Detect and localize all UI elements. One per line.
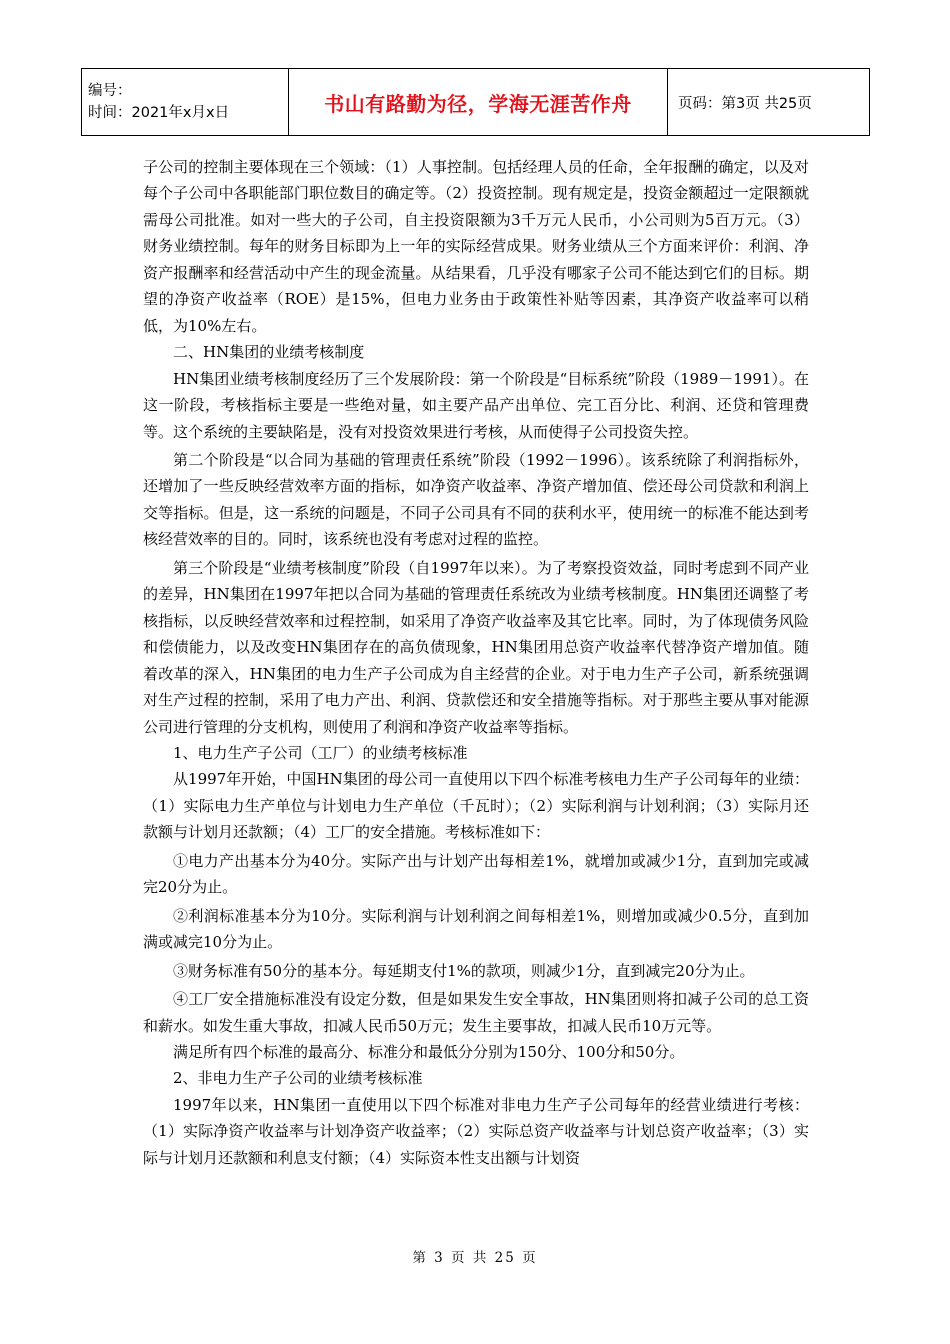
list-item: ②利润标准基本分为10分。实际利润与计划利润之间每相差1%，则增加或减少0.5分，直到加满或减完10分为止。	[143, 906, 809, 952]
document-body	[143, 154, 809, 1171]
page-header	[81, 68, 870, 136]
header-page-info: 页码：第3页 共25页	[668, 69, 870, 136]
doc-number-label: 编号：	[88, 83, 132, 99]
paragraph: 满足所有四个标准的最高分、标准分和最低分分别为150分、100分和50分。	[173, 1042, 685, 1061]
header-motto: 书山有路勤为径，学海无涯苦作舟	[289, 69, 668, 136]
subsection-heading: 1、电力生产子公司（工厂）的业绩考核标准	[173, 743, 468, 762]
section-heading: 二、HN集团的业绩考核制度	[173, 343, 365, 362]
page-footer: 第 3 页 共 25 页	[412, 1250, 538, 1266]
paragraph: 从1997年开始，中国HN集团的母公司一直使用以下四个标准考核电力生产子公司每年的业绩：（1）实际电力生产单位与计划电力生产单位（千瓦时）；（2）实际利润与计划利润；（3）实际月还款额与计划月还款额；（4）工厂的安全措施。考核标准如下：	[143, 770, 809, 842]
paragraph: HN集团业绩考核制度经历了三个发展阶段：第一个阶段是“目标系统”阶段（1989－1991）。在这一阶段，考核指标主要是一些绝对量，如主要产品产出单位、完工百分比、利润、还贷和管理费等。这个系统的主要缺陷是，没有对投资效果进行考核，从而使得子公司投资失控。	[143, 369, 809, 441]
paragraph: 子公司的控制主要体现在三个领域：（1）人事控制。包括经理人员的任命，全年报酬的确定，以及对每个子公司中各职能部门职位数目的确定等。（2）投资控制。现有规定是，投资金额超过一定限额就需母公司批准。如对一些大的子公司，自主投资限额为3千万元人民币，小公司则为5百万元。（3）财务业绩控制。每年的财务目标即为上一年的实际经营成果。财务业绩从三个方面来评价：利润、净资产报酬率和经营活动中产生的现金流量。从结果看，几乎没有哪家子公司不能达到它们的目标。期望的净资产收益率（ROE）是15%，但电力业务由于政策性补贴等因素，其净资产收益率可以稍低，为10%左右。	[143, 158, 809, 335]
list-item: ③财务标准有50分的基本分。每延期支付1%的款项，则减少1分，直到减完20分为止。	[173, 961, 755, 980]
paragraph: 第二个阶段是“以合同为基础的管理责任系统”阶段（1992－1996）。该系统除了利润指标外，还增加了一些反映经营效率方面的指标，如净资产收益率、净资产增加值、偿还母公司贷款和利润上交等指标。但是，这一系统的问题是，不同子公司具有不同的获利水平，使用统一的标准不能达到考核经营效率的目的。同时，该系统也没有考虑对过程的监控。	[143, 450, 809, 549]
list-item: ④工厂安全措施标准没有设定分数，但是如果发生安全事故，HN集团则将扣减子公司的总工资和薪水。如发生重大事故，扣减人民币50万元；发生主要事故，扣减人民币10万元等。	[143, 990, 809, 1035]
paragraph: 第三个阶段是“业绩考核制度”阶段（自1997年以来）。为了考察投资效益，同时考虑到不同产业的差异，HN集团在1997年把以合同为基础的管理责任系统改为业绩考核制度。HN集团还调整了考核指标，以反映经营效率和过程控制，如采用了净资产收益率及其它比率。同时，为了体现债务风险和偿债能力，以及改变HN集团存在的高负债现象，HN集团用总资产收益率代替净资产增加值。随着改革的深入，HN集团的电力生产子公司成为自主经营的企业。对于电力生产子公司，新系统强调对生产过程的控制，采用了电力产出、利润、贷款偿还和安全措施等指标。对于那些主要从事对能源公司进行管理的分支机构，则使用了利润和净资产收益率等指标。	[143, 558, 809, 736]
list-item: ①电力产出基本分为40分。实际产出与计划产出每相差1%，就增加或减少1分，直到加完或减完20分为止。	[143, 851, 809, 897]
header-meta	[82, 69, 289, 136]
paragraph: 1997年以来，HN集团一直使用以下四个标准对非电力生产子公司每年的经营业绩进行考核：（1）实际净资产收益率与计划净资产收益率；（2）实际总资产收益率与计划总资产收益率；（3）实际与计划月还款额和利息支付额；（4）实际资本性支出额与计划资	[143, 1095, 809, 1167]
doc-time-label: 时间：2021年x月x日	[88, 105, 230, 121]
subsection-heading: 2、非电力生产子公司的业绩考核标准	[173, 1069, 423, 1088]
